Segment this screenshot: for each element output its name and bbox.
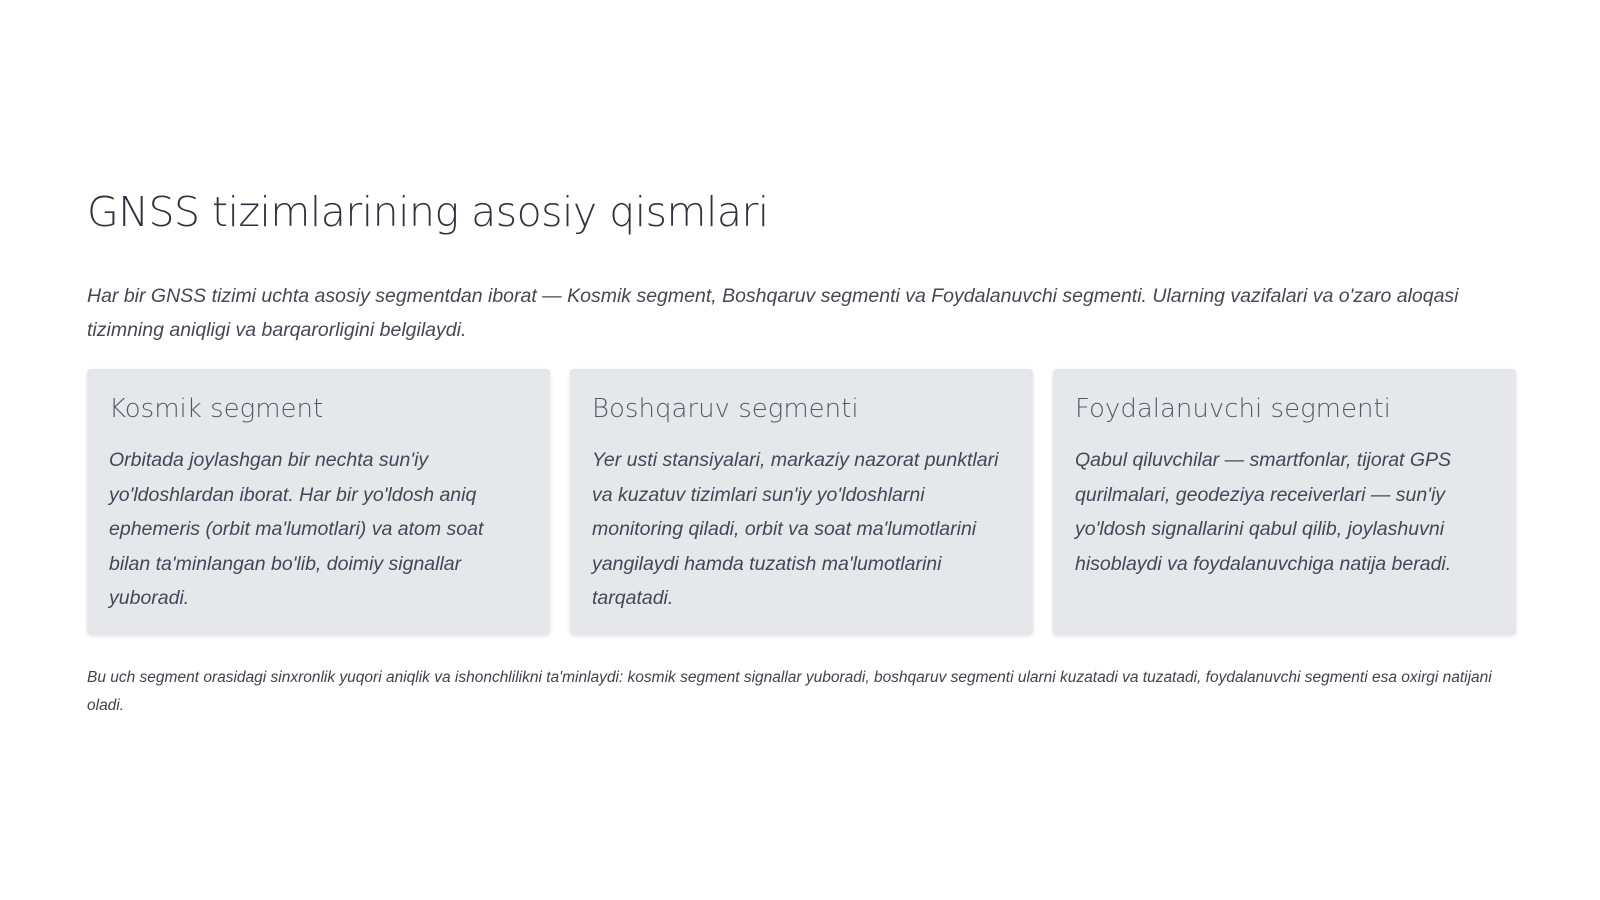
card-boshqaruv-segmenti [570, 369, 1033, 635]
card-title: Kosmik segment [109, 394, 324, 424]
card-kosmik-segment [87, 369, 550, 635]
card-body: Qabul qiluvchilar — smartfonlar, tijorat GPS qurilmalari, geodeziya receiverlari — sun'iy yo'ldosh signallarini qabul qilib, joylashuvni hisoblaydi va foydalanuvchiga natija beradi. [1075, 449, 1452, 575]
card-title: Foydalanuvchi segmenti [1075, 394, 1391, 424]
card-body: Orbitada joylashgan bir nechta sun'iy yo'ldoshlardan iborat. Har bir yo'ldosh aniq ephemeris (orbit ma'lumotlari) va atom soat bilan ta'minlangan bo'lib, doimiy signallar yuboradi. [109, 449, 484, 609]
card-foydalanuvchi-segmenti [1053, 369, 1516, 635]
slide-content [87, 186, 1517, 720]
card-body: Yer usti stansiyalari, markaziy nazorat punktlari va kuzatuv tizimlari sun'iy yo'ldoshlarni monitoring qiladi, orbit va soat ma'lumotlarini yangilaydi hamda tuzatish ma'lumotlarini tarqatadi. [592, 449, 999, 609]
slide-title: GNSS tizimlarining asosiy qismlari [87, 188, 769, 236]
footnote: Bu uch segment orasidagi sinxronlik yuqori aniqlik va ishonchlilikni ta'minlaydi: kosmik segment signallar yuboradi, boshqaruv segmenti ularni kuzatadi va tuzatadi, foydalanuvchi segmenti esa oxirgi natijani oladi. [87, 669, 1492, 714]
intro-paragraph: Har bir GNSS tizimi uchta asosiy segmentdan iborat — Kosmik segment, Boshqaruv segmenti va Foydalanuvchi segmenti. Ularning vazifalari va o'zaro aloqasi tizimning aniqligi va barqarorligini belgilaydi. [87, 285, 1459, 341]
card-title: Boshqaruv segmenti [592, 394, 859, 424]
segment-cards [87, 369, 1517, 635]
